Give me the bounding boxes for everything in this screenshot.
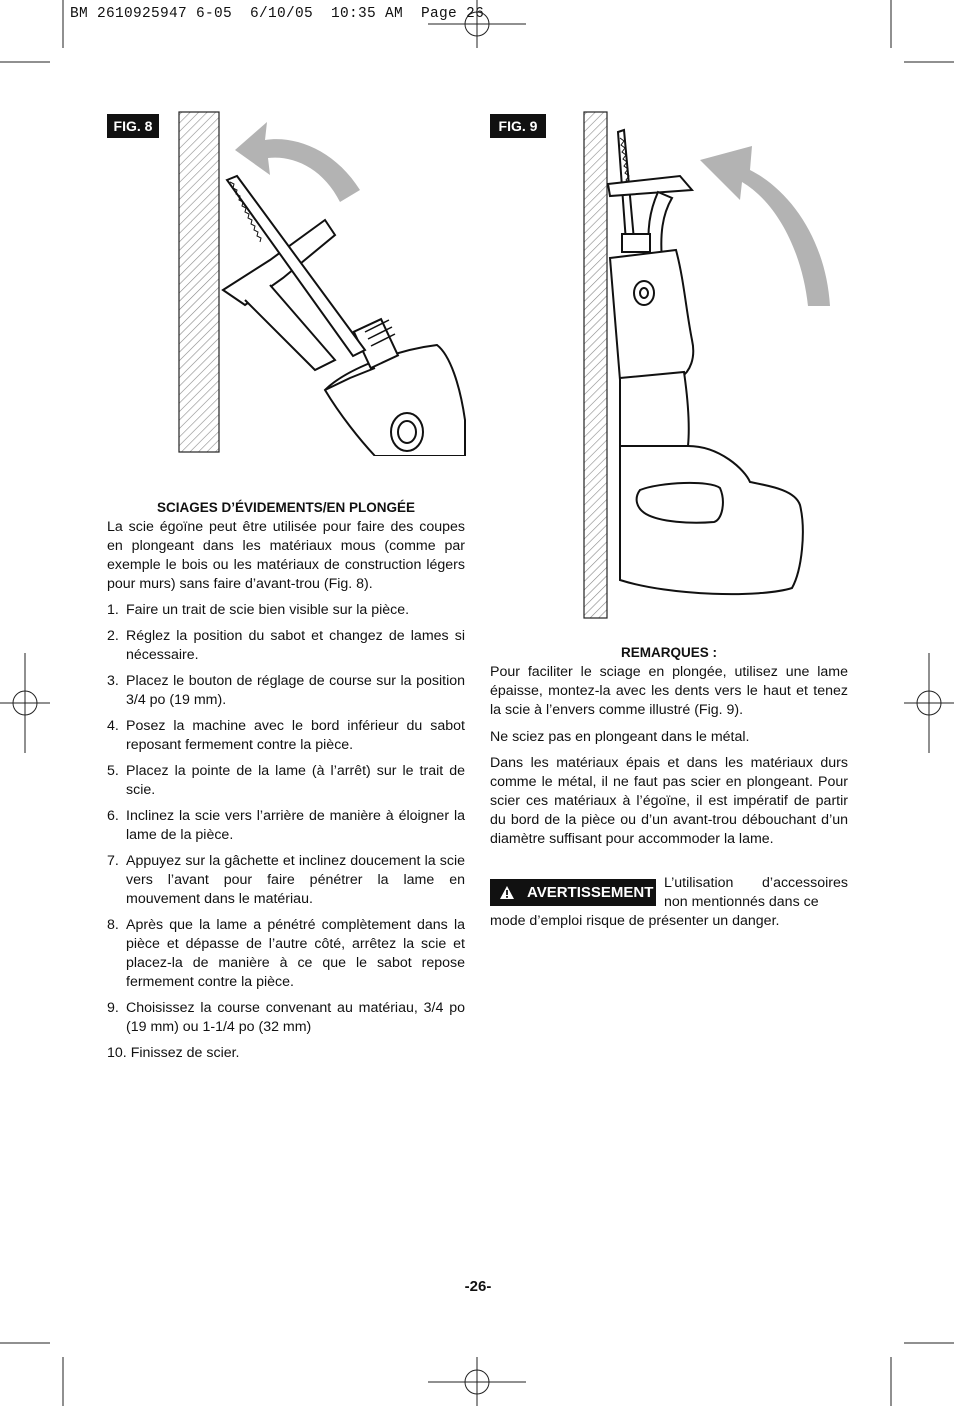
left-intro-paragraph: La scie égoïne peut être utilisée pour faire des coupes en plongeant dans les matériaux mous (comme par exemple le bois ou les matériaux de construction légers pour murs) sans faire d’avant-trou (Fig. 8). [107,519,465,592]
step-number: 10. [107,1045,127,1061]
list-item [107,852,465,909]
step-number: 4. [107,718,119,734]
fig-8-label: FIG. 8 [107,114,159,138]
warning-text-part-1: L’utilisation d’accessoires non mentionnés dans ce [664,875,848,910]
step-number: 9. [107,1000,119,1016]
list-item [107,762,465,800]
step-text: Après que la lame a pénétré complètement dans la pièce et dépasse de l’autre côté, arrêtez la scie et placez-la de manière à ce que le sabot repose fermement contre la pièce. [126,917,465,990]
step-number: 7. [107,853,119,869]
list-item [107,672,465,710]
warning-text-part-2: mode d’emploi risque de présenter un danger. [490,913,780,929]
step-text: Placez la pointe de la lame (à l’arrêt) sur le trait de scie. [126,763,465,798]
list-item [107,717,465,755]
step-text: Placez le bouton de réglage de course sur la position 3/4 po (19 mm). [126,673,465,708]
step-text: Inclinez la scie vers l’arrière de manière à éloigner la lame de la pièce. [126,808,465,843]
page-number: -26- [464,1278,492,1295]
step-number: 5. [107,763,119,779]
print-header: BM 2610925947 6-05 6/10/05 10:35 AM Page 26 [70,6,485,22]
step-number: 6. [107,808,119,824]
step-text: Posez la machine avec le bord inférieur du sabot reposant fermement contre la pièce. [126,718,465,753]
step-text: Faire un trait de scie bien visible sur la pièce. [126,602,410,618]
step-text: Finissez de scier. [130,1045,240,1061]
remarks-paragraph-1: Pour faciliter le sciage en plongée, utilisez une lame épaisse, montez-la avec les dents vers le haut et tenez la scie à l’envers comme illustré (Fig. 9). [490,664,848,718]
fig-9-illustration [580,110,840,622]
list-item [107,627,465,665]
step-text: Choisissez la course convenant au matériau, 3/4 po (19 mm) ou 1-1/4 po (32 mm) [126,1000,465,1035]
list-item [107,807,465,845]
fig-8-illustration [175,110,470,456]
step-text: Appuyez sur la gâchette et inclinez doucement la scie vers l’avant pour faire pénétrer la lame en mouvement dans le matériau. [126,853,465,907]
step-number: 8. [107,917,119,933]
step-text: Réglez la position du sabot et changez de lames si nécessaire. [126,628,465,663]
list-item [107,601,465,620]
left-section-heading: SCIAGES D’ÉVIDEMENTS/EN PLONGÉE [156,500,416,515]
right-section-heading: REMARQUES : [620,645,717,660]
remarks-paragraph-3: Dans les matériaux épais et dans les matériaux durs comme le métal, il ne faut pas scier en plongeant. Pour scier ces matériaux à l’égoïne, il est impératif de partir du bord de la pièce ou d’un avant-trou débouchant d’un diamètre suffisant pour accommoder la lame. [490,755,848,847]
step-number: 1. [107,602,119,618]
fig-9-label: FIG. 9 [490,114,546,138]
warning-triangle-icon [499,885,515,900]
step-number: 2. [107,628,119,644]
list-item [107,1044,465,1063]
steps-list [107,601,465,1070]
remarks-paragraph-2: Ne sciez pas en plongeant dans le métal. [490,729,750,745]
step-number: 3. [107,673,119,689]
list-item [107,916,465,992]
warning-label: AVERTISSEMENT [527,884,654,901]
warning-badge [490,879,656,906]
list-item [107,999,465,1037]
